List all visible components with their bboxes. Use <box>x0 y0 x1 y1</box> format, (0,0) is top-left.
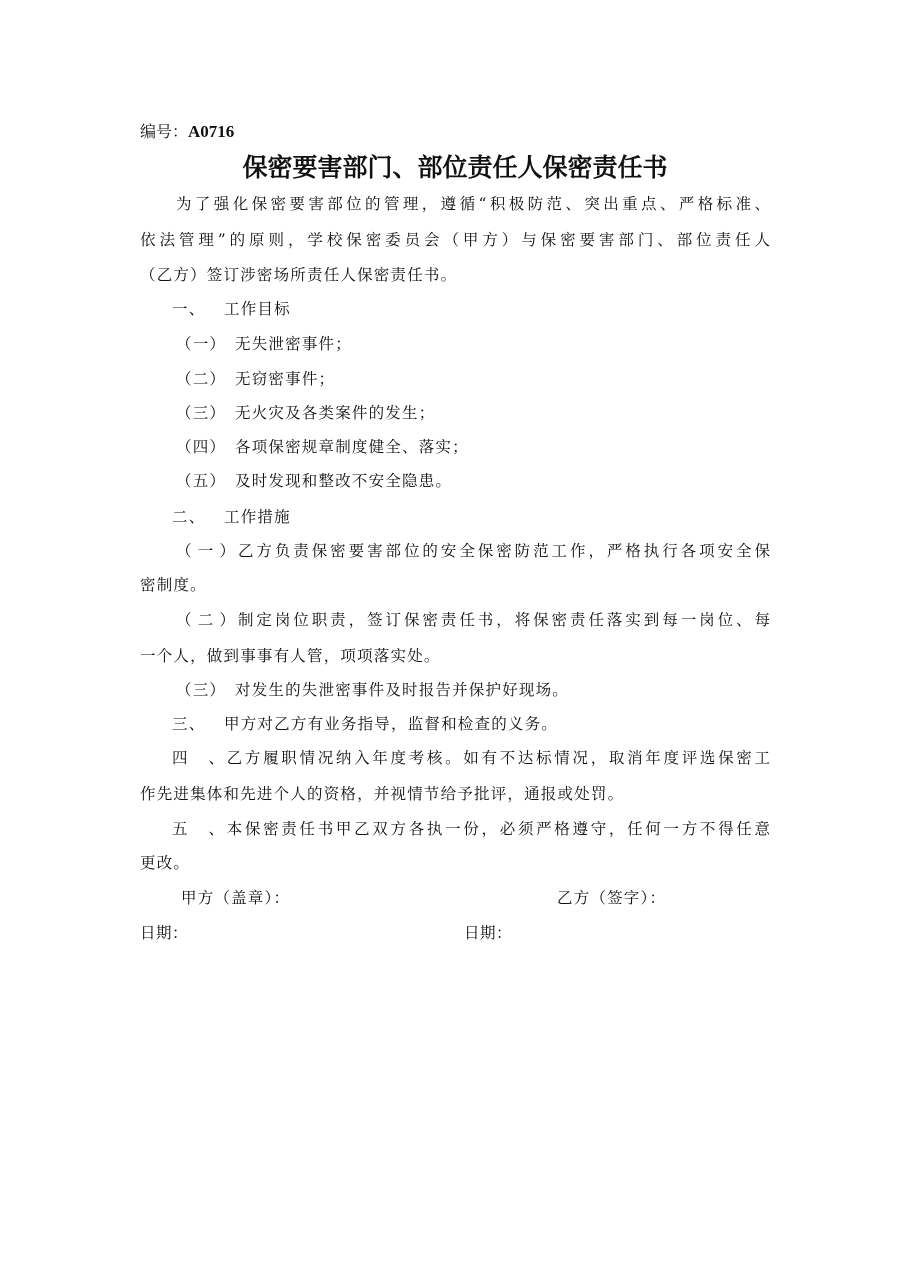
party-a-date-label: 日期： <box>140 924 189 942</box>
section-2-item-1-line-1: （一）乙方负责保密要害部位的安全保密防范工作，严格执行各项安全保 <box>176 542 770 560</box>
section-1-item-5: （五） 及时发现和整改不安全隐患。 <box>176 472 453 490</box>
party-b-date-label: 日期： <box>464 924 513 942</box>
document-title: 保密要害部门、部位责任人保密责任书 <box>242 153 668 182</box>
section-5-line-2: 更改。 <box>140 854 191 872</box>
section-2-item-1-line-2: 密制度。 <box>140 576 207 594</box>
section-3-number: 三、 <box>172 715 206 733</box>
section-4-line-1: 四、乙方履职情况纳入年度考核。如有不达标情况，取消年度评选保密工 <box>172 749 770 767</box>
section-1-item-3: （三） 无火灾及各类案件的发生； <box>176 404 436 422</box>
document-number <box>140 121 234 143</box>
section-2-item-2-line-1: （二）制定岗位职责，签订保密责任书，将保密责任落实到每一岗位、每 <box>176 611 770 629</box>
section-5-number: 五、 <box>172 820 224 838</box>
section-1-item-1: （一） 无失泄密事件； <box>176 335 352 353</box>
section-2-item-2-line-2: 一个人，做到事事有人管，项项落实处。 <box>140 647 441 665</box>
intro-line-1: 为了强化保密要害部位的管理，遵循“积极防范、突出重点、严格标准、 <box>176 195 770 213</box>
intro-line-2: 依法管理”的原则，学校保密委员会（甲方）与保密要害部门、部位责任人 <box>140 231 770 249</box>
section-1-item-2: （二） 无窃密事件； <box>176 370 336 388</box>
section-5-line-1: 五、本保密责任书甲乙双方各执一份，必须严格遵守，任何一方不得任意 <box>172 820 770 838</box>
section-4-line-2: 作先进集体和先进个人的资格，并视情节给予批评，通报或处罚。 <box>140 785 625 803</box>
section-4-number: 四、 <box>172 749 224 767</box>
section-2-item-3: （三） 对发生的失泄密事件及时报告并保护好现场。 <box>176 681 570 699</box>
section-1-number: 一、 <box>172 300 206 318</box>
section-1-title: 工作目标 <box>224 300 291 318</box>
section-2-number: 二、 <box>172 508 206 526</box>
section-1-heading <box>172 298 291 320</box>
intro-line-3: （乙方）签订涉密场所责任人保密责任书。 <box>140 266 458 284</box>
section-3: 三、 甲方对乙方有业务指导，监督和检查的义务。 <box>172 715 559 733</box>
party-b-signature-label: 乙方（签字）： <box>557 889 667 907</box>
document-number-label: 编号： <box>140 122 189 141</box>
document-number-value: A0716 <box>188 122 235 141</box>
party-a-seal-label: 甲方（盖章）： <box>181 889 291 907</box>
section-2-heading <box>172 506 291 528</box>
section-1-item-4: （四） 各项保密规章制度健全、落实； <box>176 438 469 456</box>
section-2-title: 工作措施 <box>224 508 291 526</box>
